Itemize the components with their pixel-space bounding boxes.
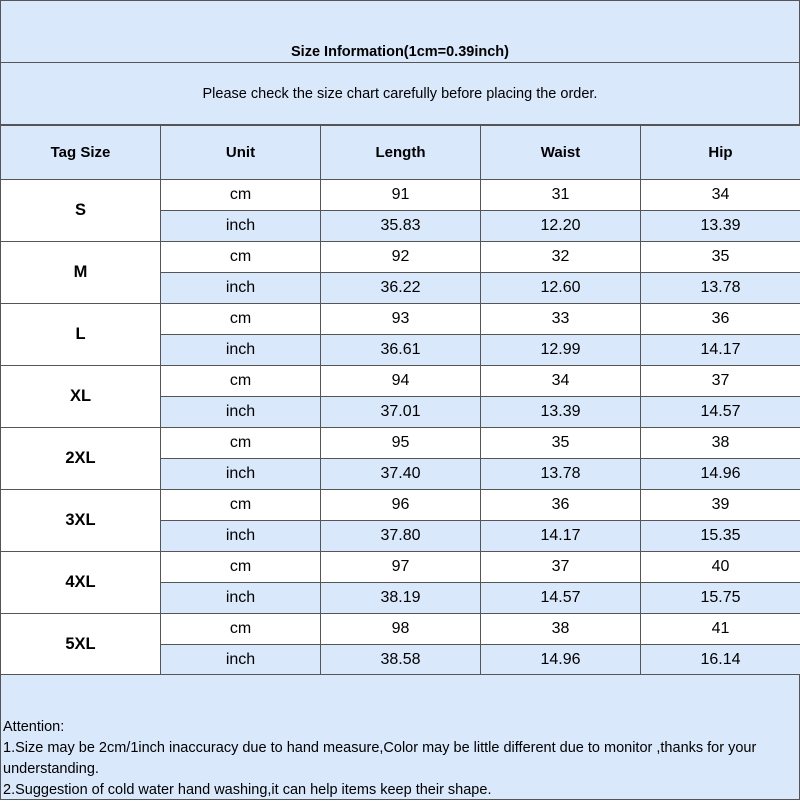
hip-cell: 35 (641, 242, 800, 273)
length-cell: 91 (321, 180, 481, 211)
waist-cell: 34 (481, 366, 641, 397)
hip-cell: 40 (641, 552, 800, 583)
waist-cell: 33 (481, 304, 641, 335)
length-cell: 35.83 (321, 211, 481, 242)
attention-notes (0, 674, 800, 800)
waist-cell: 12.20 (481, 211, 641, 242)
unit-cell: cm (161, 304, 321, 335)
hip-cell: 37 (641, 366, 800, 397)
unit-cell: cm (161, 366, 321, 397)
size-info-title: Size Information(1cm=0.39inch) (0, 0, 800, 63)
table-row (1, 180, 800, 211)
unit-cell: inch (161, 459, 321, 490)
unit-cell: cm (161, 552, 321, 583)
unit-cell: cm (161, 614, 321, 645)
hip-cell: 14.57 (641, 397, 800, 428)
hip-cell: 13.78 (641, 273, 800, 304)
waist-cell: 32 (481, 242, 641, 273)
waist-cell: 31 (481, 180, 641, 211)
tag-size-cell: M (1, 242, 161, 304)
table-row (1, 614, 800, 645)
waist-cell: 37 (481, 552, 641, 583)
length-cell: 37.01 (321, 397, 481, 428)
length-cell: 36.61 (321, 335, 481, 366)
header-hip: Hip (641, 126, 800, 180)
table-row (1, 242, 800, 273)
waist-cell: 14.17 (481, 521, 641, 552)
hip-cell: 15.35 (641, 521, 800, 552)
header-length: Length (321, 126, 481, 180)
length-cell: 37.80 (321, 521, 481, 552)
tag-size-cell: XL (1, 366, 161, 428)
table-header-row (1, 126, 800, 180)
attention-note-2: 2.Suggestion of cold water hand washing,it can help items keep their shape. (3, 780, 797, 801)
tag-size-cell: 5XL (1, 614, 161, 676)
waist-cell: 13.39 (481, 397, 641, 428)
hip-cell: 34 (641, 180, 800, 211)
waist-cell: 35 (481, 428, 641, 459)
size-notice: Please check the size chart carefully before placing the order. (0, 62, 800, 125)
unit-cell: inch (161, 645, 321, 676)
table-row (1, 428, 800, 459)
length-cell: 36.22 (321, 273, 481, 304)
tag-size-cell: S (1, 180, 161, 242)
hip-cell: 36 (641, 304, 800, 335)
unit-cell: cm (161, 490, 321, 521)
length-cell: 92 (321, 242, 481, 273)
waist-cell: 14.96 (481, 645, 641, 676)
waist-cell: 12.60 (481, 273, 641, 304)
attention-note-1: 1.Size may be 2cm/1inch inaccuracy due to hand measure,Color may be little different due to monitor ,thanks for your understanding. (3, 738, 797, 780)
hip-cell: 14.17 (641, 335, 800, 366)
hip-cell: 39 (641, 490, 800, 521)
length-cell: 38.58 (321, 645, 481, 676)
hip-cell: 38 (641, 428, 800, 459)
waist-cell: 14.57 (481, 583, 641, 614)
tag-size-cell: 4XL (1, 552, 161, 614)
hip-cell: 41 (641, 614, 800, 645)
header-tag-size: Tag Size (1, 126, 161, 180)
unit-cell: inch (161, 211, 321, 242)
header-unit: Unit (161, 126, 321, 180)
length-cell: 97 (321, 552, 481, 583)
unit-cell: cm (161, 180, 321, 211)
size-table (0, 125, 800, 676)
waist-cell: 12.99 (481, 335, 641, 366)
unit-cell: inch (161, 397, 321, 428)
table-row (1, 552, 800, 583)
unit-cell: inch (161, 583, 321, 614)
hip-cell: 14.96 (641, 459, 800, 490)
hip-cell: 16.14 (641, 645, 800, 676)
unit-cell: cm (161, 242, 321, 273)
attention-heading: Attention: (3, 717, 797, 738)
table-row (1, 490, 800, 521)
length-cell: 98 (321, 614, 481, 645)
unit-cell: inch (161, 273, 321, 304)
hip-cell: 15.75 (641, 583, 800, 614)
waist-cell: 36 (481, 490, 641, 521)
tag-size-cell: L (1, 304, 161, 366)
length-cell: 93 (321, 304, 481, 335)
unit-cell: inch (161, 521, 321, 552)
table-row (1, 366, 800, 397)
length-cell: 95 (321, 428, 481, 459)
header-waist: Waist (481, 126, 641, 180)
length-cell: 37.40 (321, 459, 481, 490)
tag-size-cell: 3XL (1, 490, 161, 552)
length-cell: 94 (321, 366, 481, 397)
waist-cell: 13.78 (481, 459, 641, 490)
tag-size-cell: 2XL (1, 428, 161, 490)
hip-cell: 13.39 (641, 211, 800, 242)
unit-cell: cm (161, 428, 321, 459)
length-cell: 96 (321, 490, 481, 521)
table-row (1, 304, 800, 335)
waist-cell: 38 (481, 614, 641, 645)
length-cell: 38.19 (321, 583, 481, 614)
unit-cell: inch (161, 335, 321, 366)
table-body (1, 180, 800, 676)
